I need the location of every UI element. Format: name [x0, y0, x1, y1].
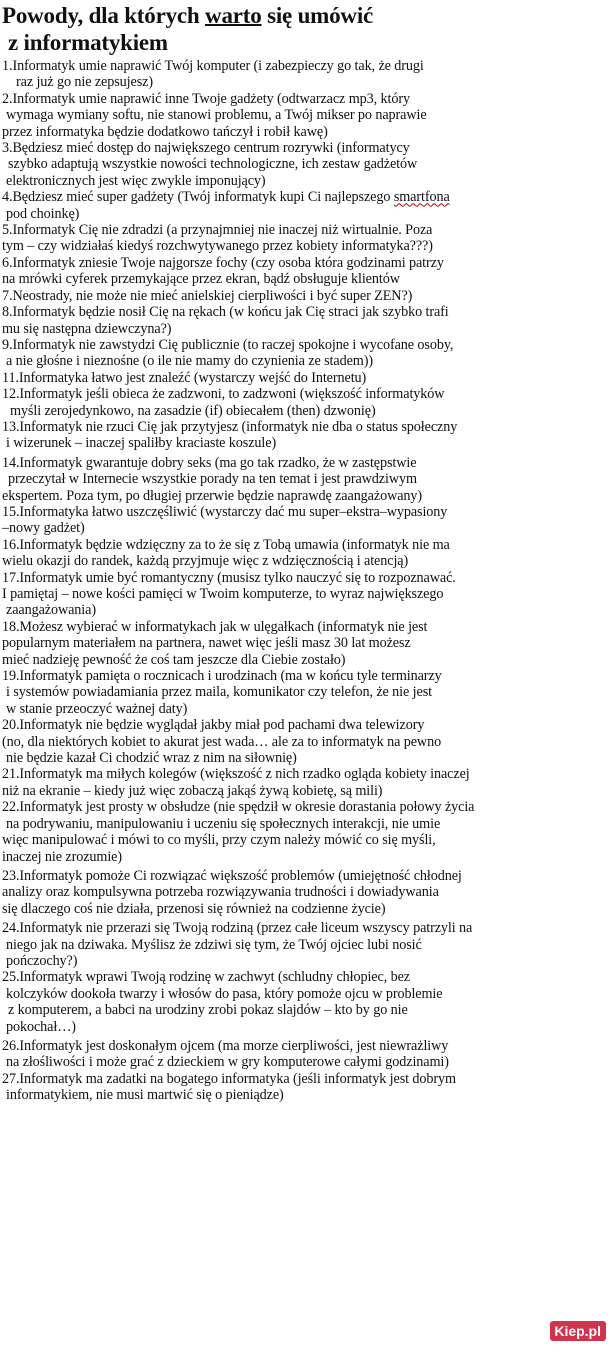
- list-item: [2, 386, 604, 419]
- list-item-line: 24.Informatyk nie przerazi się Twoją rodziną (przez całe liceum wszyscy patrzyli na: [2, 920, 473, 937]
- list-item-line: 23.Informatyk pomoże Ci rozwiązać większość problemów (umiejętność chłodnej: [2, 867, 462, 884]
- list-item-line: 2.Informatyk umie naprawić inne Twoje gadżety (odtwarzacz mp3, który: [2, 90, 410, 107]
- list-item: [2, 419, 604, 452]
- list-item: [2, 668, 604, 717]
- list-item-line: 1.Informatyk umie naprawić Twój komputer (i zabezpieczy go tak, że drugi: [2, 58, 424, 74]
- list-item-line: przeczytał w Internecie wszystkie porady na ten temat i jest prawdziwym: [8, 471, 417, 488]
- list-item-line: mu się następna dziewczyna?): [2, 320, 172, 337]
- list-item-line: pończochy?): [6, 952, 78, 969]
- list-item-line: 5.Informatyk Cię nie zdradzi (a przynajmniej nie inaczej niż wirtualnie. Poza: [2, 222, 433, 239]
- list-item-line: wymaga wymiany softu, nie stanowi problemu, a Twój mikser po naprawie: [6, 107, 427, 124]
- list-item-line: a nie głośne i nieznośne (o ile nie mamy do czynienia ze stadem)): [6, 353, 373, 370]
- list-item-line: 8.Informatyk będzie nosił Cię na rękach (w końcu jak Cię straci jak szybko trafi: [2, 304, 449, 321]
- list-item-line: na mrówki cyferek przemykające przez ekran, bądź obsługuje klientów: [2, 271, 400, 288]
- document-title: [2, 2, 604, 56]
- list-item-line: nie będzie kazał Ci chodzić wraz z nim na siłownię): [6, 750, 297, 767]
- list-item-line: zaangażowania): [6, 602, 96, 619]
- list-item-line: 7.Neostrady, nie może nie mieć anielskiej cierpliwości i być super ZEN?): [2, 287, 413, 304]
- list-item-line: 20.Informatyk nie będzie wyglądał jakby miał pod pachami dwa telewizory: [2, 717, 425, 734]
- list-item: [2, 717, 604, 766]
- list-item-line: 11.Informatyka łatwo jest znaleźć (wystarczy wejść do Internetu): [2, 369, 367, 386]
- list-item: [2, 799, 604, 865]
- list-item-line: 9.Informatyk nie zawstydzi Cię publicznie (to raczej spokojne i wycofane osoby,: [2, 336, 454, 353]
- list-item-line: kolczyków dookoła twarzy i włosów do pasa, który pomoże ojcu w problemie: [6, 985, 443, 1002]
- list-item-line: I pamiętaj – nowe kości pamięci w Twoim komputerze, to wyraz największego: [2, 586, 444, 602]
- list-item: [2, 91, 604, 140]
- list-item-line: 27.Informatyk ma zadatki na bogatego informatyka (jeśli informatyk jest dobrym: [2, 1070, 456, 1087]
- list-item-line: 3.Będziesz mieć dostęp do największego centrum rozrywki (informatycy: [2, 140, 410, 157]
- list-item-line: niego jak na dziwaka. Myślisz że zdziwi się tym, że Twój ojciec lubi nosić: [6, 936, 422, 953]
- list-item: [2, 868, 604, 917]
- list-item: [2, 619, 604, 668]
- list-item-line: na złośliwości i może grać z dzieckiem w gry komputerowe całymi godzinami): [6, 1054, 449, 1071]
- list-item-line: ekspertem. Poza tym, po długiej przerwie będzie naprawdę zaangażowany): [2, 487, 423, 504]
- list-item: [2, 222, 604, 255]
- list-item-line: wielu okazji do randek, każdą przyjmuje więc z wdzięcznością i atencją): [2, 553, 409, 570]
- list-item-line: 14.Informatyk gwarantuje dobry seks (ma go tak rzadko, że w zastępstwie: [2, 454, 417, 471]
- list-item: [2, 969, 604, 1035]
- list-item-line: 19.Informatyk pamięta o rocznicach i urodzinach (ma w końcu tyle terminarzy: [2, 668, 442, 685]
- list-item-line: elektronicznych jest więc zwykle imponujący): [6, 172, 266, 189]
- list-item-line: analizy oraz kompulsywna potrzeba rozwiązywania trudności i dowiadywania: [2, 884, 439, 901]
- list-item-line: mieć nadzieję pewność że coś tam jeszcze dla Ciebie zostało): [2, 651, 346, 668]
- site-logo: Kiep.pl: [550, 1321, 606, 1341]
- list-item-line: 21.Informatyk ma miłych kolegów (większość z nich rzadko ogląda kobiety inaczej: [2, 766, 470, 783]
- list-item-line: popularnym materiałem na partnera, nawet więc jeśli masz 30 lat możesz: [2, 635, 411, 652]
- list-item-line: niż na ekranie – kiedy już więc zobaczą jakąś żywą kobietę, są mili): [2, 782, 383, 799]
- list-item: [2, 1071, 604, 1104]
- list-item-line: szybko adaptują wszystkie nowości technologiczne, ich zestaw gadżetów: [8, 156, 418, 173]
- list-item-line: i systemów powiadamiania przez maila, komunikator czy telefon, że nie jest: [6, 684, 432, 701]
- list-item-line: i wizerunek – inaczej spaliłby kraciaste koszule): [6, 435, 277, 452]
- list-item-line: pod choinkę): [6, 205, 80, 222]
- list-item-line: 18.Możesz wybierać w informatykach jak w ulęgałkach (informatyk nie jest: [2, 618, 428, 635]
- list-item-line: 15.Informatyka łatwo uszczęśliwić (wystarczy dać mu super–ekstra–wypasiony: [2, 503, 448, 520]
- list-item-line: się dlaczego coś nie działa, przenosi się również na codzienne życie): [2, 900, 386, 917]
- list-item: [2, 570, 604, 619]
- list-item-line: 17.Informatyk umie być romantyczny (musisz tylko nauczyć się to rozpoznawać.: [2, 569, 456, 586]
- list-item-line: 16.Informatyk będzie wdzięczny za to że się z Tobą umawia (informatyk nie ma: [2, 536, 450, 553]
- list-item: [2, 504, 604, 537]
- reasons-list: [2, 58, 604, 1104]
- title-part2: się umówić: [261, 3, 374, 28]
- list-item-line: więc manipulować i mówi to co myśli, przy czym należy mówić co się myśli,: [2, 832, 436, 849]
- list-item-line: 4.Będziesz mieć super gadżety (Twój informatyk kupi Ci najlepszego smartfona: [2, 189, 450, 206]
- list-item: [2, 255, 604, 288]
- list-item-line: 12.Informatyk jeśli obieca że zadzwoni, to zadzwoni (większość informatyków: [2, 386, 445, 403]
- list-item: [2, 189, 604, 222]
- list-item-line: 26.Informatyk jest doskonałym ojcem (ma morze cierpliwości, jest niewrażliwy: [2, 1037, 449, 1054]
- title-part1: Powody, dla których: [2, 3, 206, 28]
- list-item-line: raz już go nie zepsujesz): [16, 74, 153, 91]
- list-item-line: w stanie przeoczyć ważnej daty): [6, 700, 188, 717]
- list-item: [2, 766, 604, 799]
- list-item: [2, 140, 604, 189]
- list-item-line: myśli zerojedynkowo, na zasadzie (if) obiecałem (then) dzwonię): [10, 402, 376, 419]
- list-item: [2, 1038, 604, 1071]
- spellcheck-word: smartfona: [393, 189, 450, 206]
- list-item-line: 22.Informatyk jest prosty w obsłudze (nie spędził w okresie dorastania połowy życia: [2, 799, 475, 816]
- list-item: [2, 920, 604, 969]
- list-item-line: inaczej nie zrozumie): [2, 848, 122, 865]
- list-item-line: informatykiem, nie musi martwić się o pieniądze): [6, 1087, 284, 1104]
- list-item-line: (no, dla niektórych kobiet to akurat jest wada… ale za to informatyk na pewno: [2, 733, 442, 750]
- list-item-line: 25.Informatyk wprawi Twoją rodzinę w zachwyt (schludny chłopiec, bez: [2, 969, 410, 986]
- list-item: [2, 455, 604, 504]
- list-item: [2, 58, 604, 91]
- list-item: [2, 370, 604, 386]
- title-underlined-word: warto: [205, 3, 262, 28]
- list-item-line: tym – czy widziałaś kiedyś rozchwytywanego przez kobiety informatyka???): [2, 238, 433, 255]
- list-item: [2, 304, 604, 337]
- list-item-line: z komputerem, a babci na urodziny zrobi pokaz slajdów – kto by go nie: [8, 1002, 408, 1019]
- list-item: [2, 537, 604, 570]
- list-item: [2, 288, 604, 304]
- list-item: [2, 337, 604, 370]
- title-line2: z informatykiem: [8, 30, 168, 55]
- list-item-line: przez informatyka będzie dodatkowo tańczył i robił kawę): [2, 123, 328, 140]
- list-item-line: na podrywaniu, manipulowaniu i uczeniu się społecznych interakcji, nie umie: [6, 815, 441, 832]
- list-item-line: –nowy gadżet): [2, 520, 85, 537]
- list-item-line: pokochał…): [6, 1018, 76, 1035]
- list-item-line: 6.Informatyk zniesie Twoje najgorsze fochy (czy osoba która godzinami patrzy: [2, 254, 444, 271]
- list-item-line: 13.Informatyk nie rzuci Cię jak przytyjesz (informatyk nie dba o status społeczny: [2, 418, 458, 435]
